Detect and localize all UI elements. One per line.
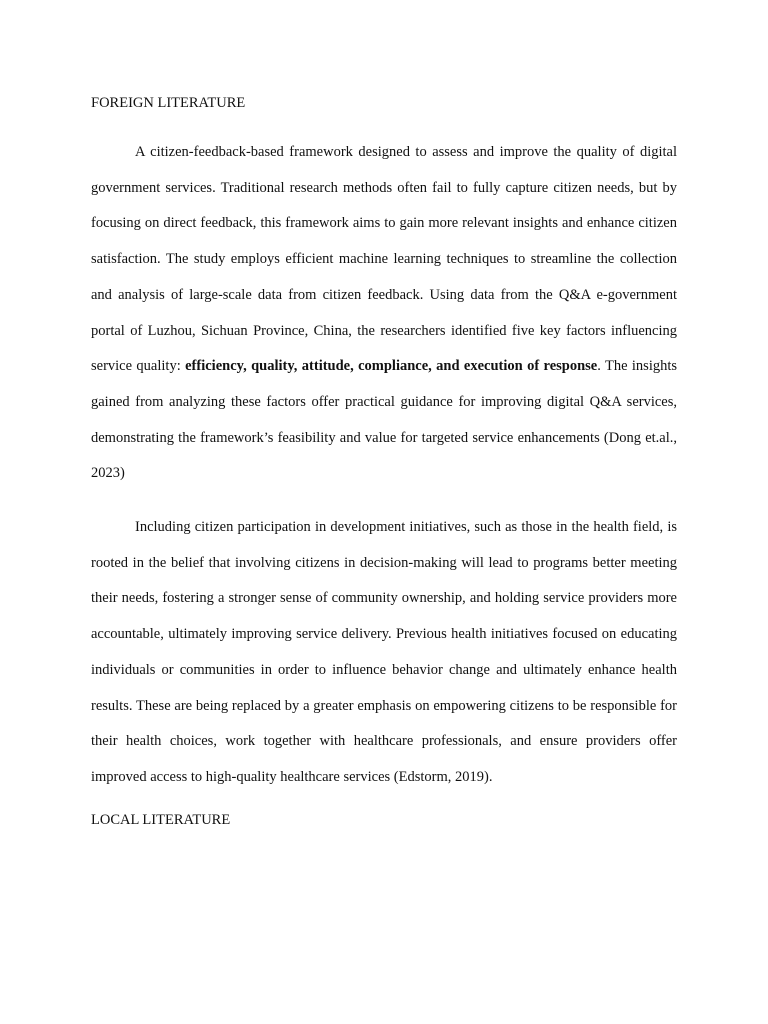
paragraph-text-continued: . The insights gained from analyzing these factors offer practical guidance for improving digital Q&A services, demonstrating the framework’s feasibility and value for targeted service enhancements (Dong et.al., 2023) xyxy=(91,358,678,482)
paragraph-text: A citizen-feedback-based framework designed to assess and improve the quality of digital government services. Traditional research methods often fail to fully capture citizen needs, but by focusing on direct feedback, this framework aims to gain more relevant insights and enhance citizen satisfaction. The study employs efficient machine learning techniques to streamline the collection and analysis of large-scale data from citizen feedback. Using data from the Q&A e-government portal of Luzhou, Sichuan Province, China, the researchers identified five key factors influencing service quality: xyxy=(91,144,677,375)
section-heading-foreign-literature: FOREIGN LITERATURE xyxy=(91,95,246,111)
paragraph-citizen-feedback-framework xyxy=(91,135,677,492)
document-body xyxy=(91,89,677,834)
section-heading-local-literature: LOCAL LITERATURE xyxy=(91,811,231,828)
paragraph-citizen-participation-health: Including citizen participation in development initiatives, such as those in the health field, is rooted in the belief that involving citizens in decision-making will lead to programs better meeting their needs, fostering a stronger sense of community ownership, and holding service providers more accountable, ultimately improving service delivery. Previous health initiatives focused on educating individuals or communities in order to influence behavior change and ultimately enhance health results. These are being replaced by a greater emphasis on empowering citizens to be responsible for their health choices, work together with healthcare professionals, and ensure providers offer improved access to high-quality healthcare services (Edstorm, 2019). xyxy=(91,519,677,785)
key-factors-bold-text: efficiency, quality, attitude, compliance, and execution of response xyxy=(185,358,598,375)
